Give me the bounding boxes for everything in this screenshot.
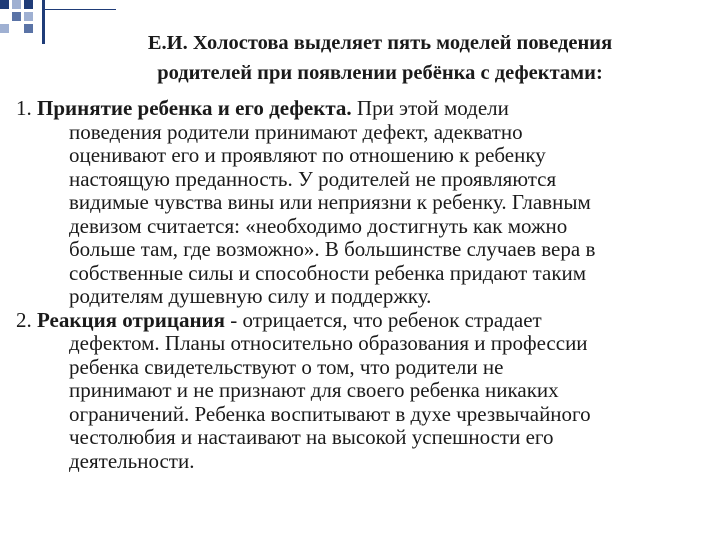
item-line: ограничений. Ребенка воспитывают в духе чрезвычайного <box>69 401 591 426</box>
deco-square <box>12 12 21 21</box>
item-text: При этой модели <box>356 96 509 120</box>
list-item-first-line <box>16 97 706 121</box>
item-line: принимают и не признают для своего ребенка никаких <box>69 378 559 402</box>
deco-square <box>24 0 33 9</box>
item-heading: Принятие ребенка и его дефекта. <box>37 96 352 120</box>
item-number: 2. <box>16 307 32 332</box>
item-line: девизом считается: «необходимо достигнуть как можно <box>69 213 568 238</box>
item-line: ребенка свидетельствуют о том, что родители не <box>69 354 504 379</box>
slide-title <box>60 28 700 88</box>
item-line: настоящую преданность. У родителей не проявляются <box>69 166 557 191</box>
deco-square <box>0 24 9 33</box>
item-line: дефектом. Планы относительно образования и профессии <box>69 331 588 355</box>
deco-square <box>0 0 9 9</box>
list-item <box>16 309 706 474</box>
item-line: собственные силы и способности ребенка придают таким <box>69 260 587 285</box>
item-line: оценивают его и проявляют по отношению к ребенку <box>69 143 546 167</box>
item-heading: Реакция отрицания <box>37 307 226 332</box>
deco-horizontal-line <box>42 9 116 10</box>
item-line: честолюбия и настаивают на высокой успешности его <box>69 425 554 449</box>
item-line: видимые чувства вины или неприязни к ребенку. Главным <box>69 190 591 214</box>
title-line: родителей при появлении ребёнка с дефектами: <box>157 62 603 84</box>
item-number: 1. <box>16 96 32 120</box>
list-item <box>16 97 706 309</box>
item-line: родителям душевную силу и поддержку. <box>69 284 432 308</box>
item-line: поведения родители принимают дефект, адекватно <box>69 119 523 144</box>
item-line: больше там, где возможно». В большинстве случаев вера в <box>69 237 596 261</box>
deco-square <box>12 0 21 9</box>
item-line: деятельности. <box>69 448 195 473</box>
list-item-first-line <box>16 309 706 333</box>
item-text: - отрицается, что ребенок страдает <box>230 307 542 332</box>
title-line: Е.И. Холостова выделяет пять моделей поведения <box>147 32 613 54</box>
deco-square <box>24 24 33 33</box>
deco-vertical-line <box>42 0 45 44</box>
slide-body <box>16 97 706 473</box>
deco-square <box>24 12 33 21</box>
